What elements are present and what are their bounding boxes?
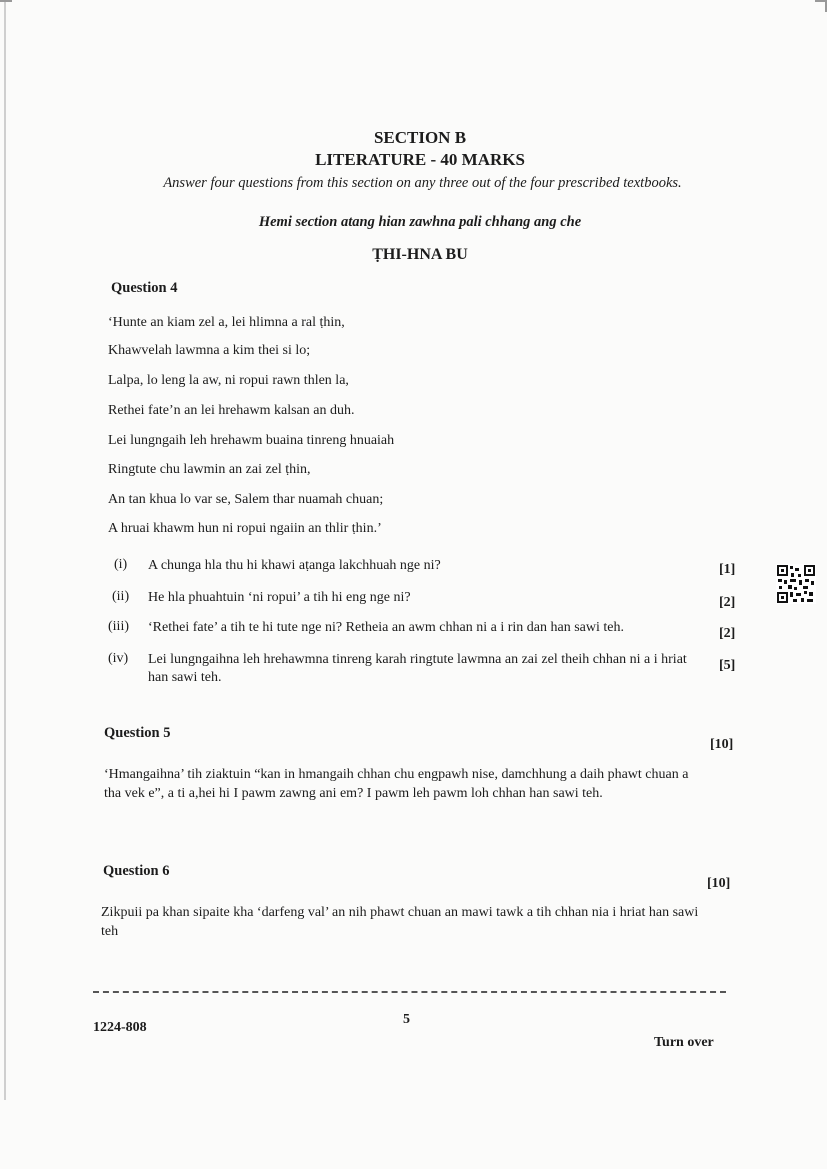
- instruction-mizo: Hemi section atang hian zawhna pali chhang ang che: [258, 214, 582, 230]
- poem-line: Lalpa, lo leng la aw, ni ropui rawn thlen la,: [108, 373, 349, 388]
- subquestion-text: Lei lungngaihna leh hrehawmna tinreng karah ringtute lawmna an zai zel theih chhan ni a i hriat han sawi teh.: [148, 652, 687, 685]
- subquestion-number: (i): [114, 557, 128, 572]
- qr-code-icon: [776, 564, 816, 604]
- poem-line: A hruai khawm hun ni ropui ngaiin an thlir ṭhin.’: [108, 521, 382, 536]
- question-5-marks: [10]: [710, 737, 734, 752]
- section-heading: SECTION B: [373, 128, 467, 147]
- question-5-text: ‘Hmangaihna’ tih ziaktuin “kan in hmangaih chhan chu engpawh nise, damchhung a daih phawt chuan a tha vek e”, a ti a,hei hi I pawm zawng ani em? I pawm leh pawm loh chhan han sawi teh.: [104, 767, 689, 801]
- subquestion-marks: [5]: [719, 658, 736, 673]
- poem-line: An tan khua lo var se, Salem thar nuamah chuan;: [108, 492, 384, 507]
- scan-corner-top-right: [815, 0, 827, 12]
- question-4-heading: Question 4: [111, 280, 178, 296]
- scan-corner-top-left: [0, 0, 12, 2]
- subquestion-marks: [2]: [719, 595, 736, 610]
- page-number: 5: [403, 1012, 410, 1027]
- instruction-text: Answer four questions from this section on any three out of the four prescribed textbooks.: [163, 175, 682, 191]
- footer-divider: [93, 991, 726, 993]
- paper-code: 1224-808: [93, 1020, 147, 1035]
- turn-over-label: Turn over: [654, 1035, 714, 1050]
- poem-line: ‘Hunte an kiam zel a, lei hlimna a ral ṭhin,: [108, 315, 345, 330]
- poem-line: Ringtute chu lawmin an zai zel ṭhin,: [108, 462, 311, 477]
- book-title: ṬHI-HNA BU: [372, 246, 468, 263]
- subquestion-number: (iv): [108, 651, 129, 666]
- subquestion-marks: [1]: [719, 562, 736, 577]
- poem-line: Lei lungngaih leh hrehawm buaina tinreng hnuaiah: [108, 433, 395, 448]
- subquestion-number: (ii): [112, 589, 130, 604]
- poem-line: Khawvelah lawmna a kim thei si lo;: [108, 343, 311, 358]
- question-6-marks: [10]: [707, 876, 731, 891]
- subquestion-marks: [2]: [719, 626, 736, 641]
- question-5-heading: Question 5: [104, 725, 171, 741]
- subquestion-text: A chunga hla thu hi khawi aṭanga lakchhuah nge ni?: [148, 558, 441, 573]
- poem-line: Rethei fate’n an lei hrehawm kalsan an duh.: [108, 403, 355, 418]
- question-6-text: Zikpuii pa khan sipaite kha ‘darfeng val’ an nih phawt chuan an mawi tawk a tih chhan nia i hriat han sawi teh: [101, 905, 699, 939]
- question-6-heading: Question 6: [103, 863, 170, 879]
- subquestion-text: He hla phuahtuin ‘ni ropui’ a tih hi eng nge ni?: [148, 590, 411, 605]
- scan-edge-left: [4, 0, 6, 1100]
- subquestion-text: ‘Rethei fate’ a tih te hi tute nge ni? Retheia an awm chhan ni a i rin dan han sawi teh.: [148, 620, 624, 635]
- literature-heading: LITERATURE - 40 MARKS: [315, 150, 525, 169]
- subquestion-number: (iii): [108, 619, 129, 634]
